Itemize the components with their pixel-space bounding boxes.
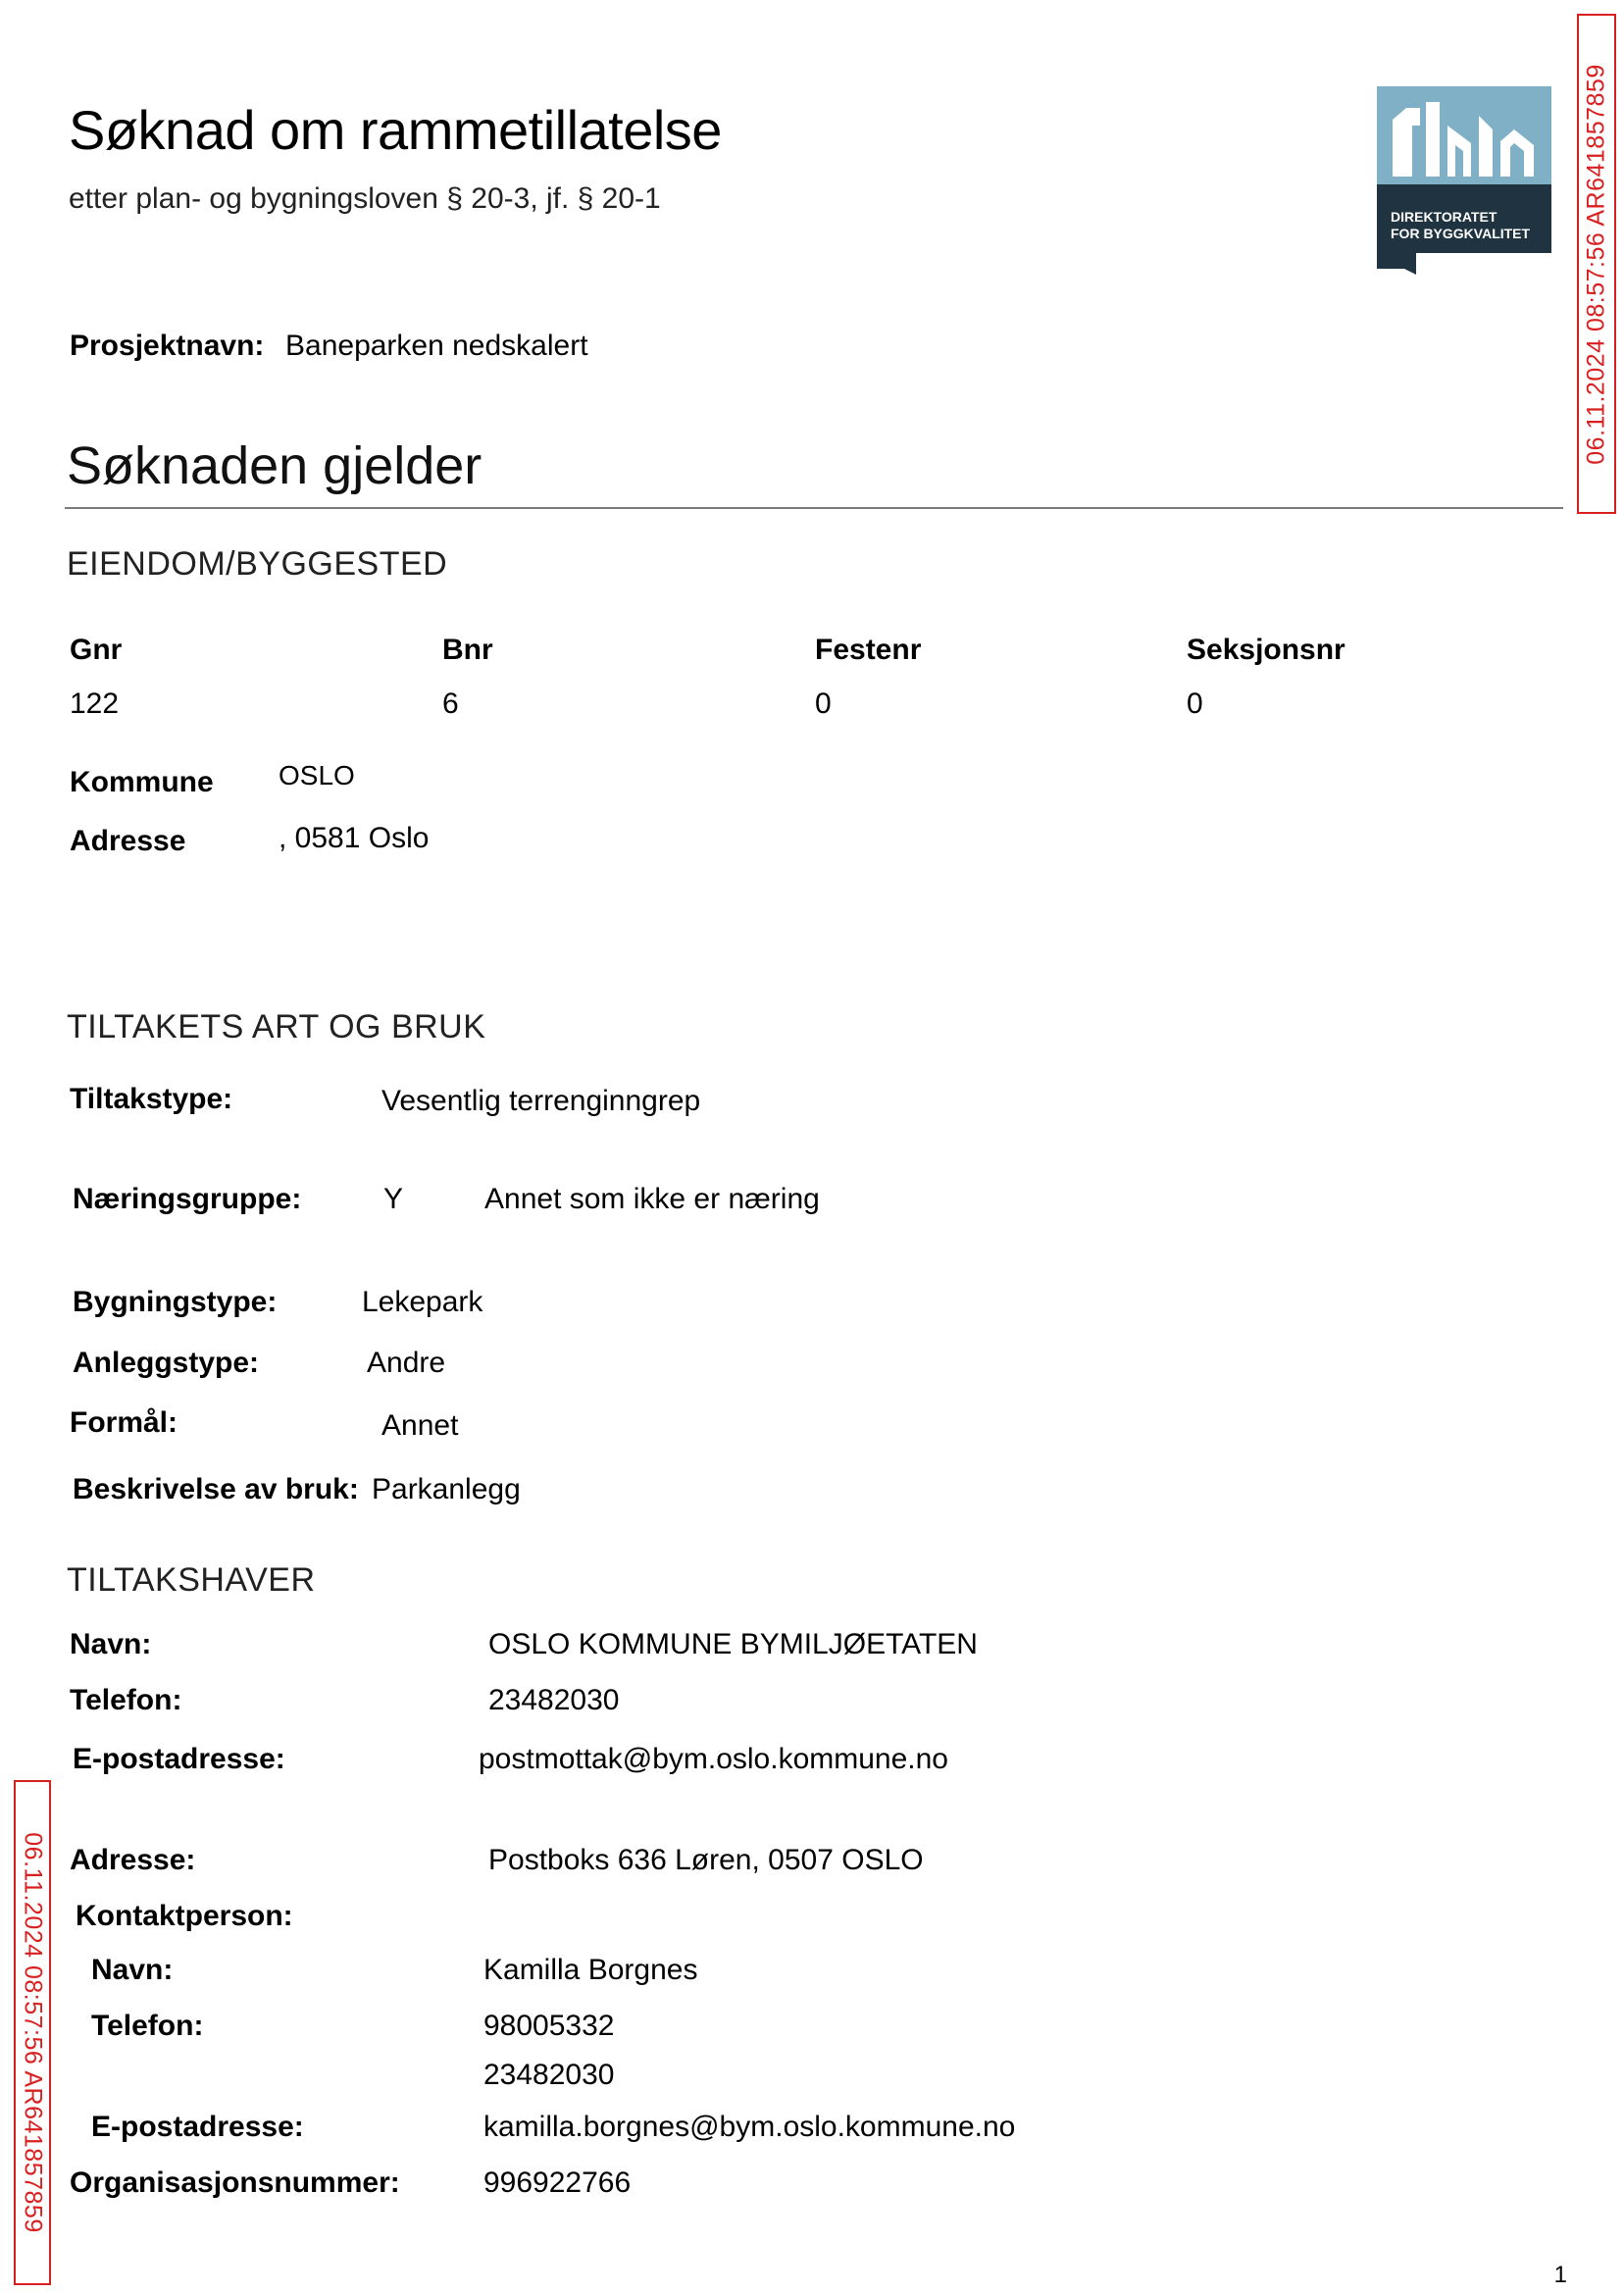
naeringsgruppe-value: Annet som ikke er næring (484, 1183, 820, 1215)
naeringsgruppe-label: Næringsgruppe: (73, 1183, 302, 1215)
contact-telefon-value-1: 98005332 (483, 2010, 615, 2042)
orgnr-label: Organisasjonsnummer: (70, 2167, 400, 2199)
beskrivelse-value: Parkanlegg (372, 1473, 521, 1505)
measure-heading: TILTAKETS ART OG BRUK (67, 1008, 486, 1045)
svg-text:DIREKTORATET: DIREKTORATET (1391, 209, 1497, 225)
owner-heading: TILTAKSHAVER (67, 1561, 316, 1599)
bnr-value: 6 (442, 688, 459, 720)
project-name-value: Baneparken nedskalert (285, 330, 588, 362)
owner-navn-value: OSLO KOMMUNE BYMILJØETATEN (488, 1628, 978, 1660)
bygningstype-value: Lekepark (362, 1286, 483, 1318)
contact-epost-label: E-postadresse: (91, 2111, 304, 2143)
bygningstype-label: Bygningstype: (73, 1286, 278, 1318)
orgnr-value: 996922766 (483, 2167, 632, 2199)
owner-telefon-label: Telefon: (70, 1684, 182, 1716)
owner-epost-value[interactable]: postmottak@bym.oslo.kommune.no (479, 1743, 948, 1775)
gnr-label: Gnr (70, 634, 123, 666)
contact-person-label: Kontaktperson: (76, 1900, 293, 1932)
seksjonsnr-label: Seksjonsnr (1187, 634, 1345, 666)
contact-epost-value[interactable]: kamilla.borgnes@bym.oslo.kommune.no (483, 2111, 1016, 2143)
anleggstype-label: Anleggstype: (73, 1347, 260, 1379)
property-heading: EIENDOM/BYGGESTED (67, 545, 448, 583)
contact-telefon-value-2: 23482030 (483, 2059, 615, 2091)
project-name-label: Prosjektnavn: (70, 330, 265, 362)
contact-navn-label: Navn: (91, 1954, 174, 1986)
formal-label: Formål: (70, 1406, 178, 1439)
owner-epost-label: E-postadresse: (73, 1743, 285, 1775)
festenr-value: 0 (815, 688, 832, 720)
bnr-label: Bnr (442, 634, 493, 666)
section-divider (65, 507, 1563, 509)
festenr-label: Festenr (815, 634, 922, 666)
naeringsgruppe-code: Y (383, 1183, 404, 1215)
beskrivelse-label: Beskrivelse av bruk: (73, 1473, 359, 1505)
svg-text:FOR BYGGKVALITET: FOR BYGGKVALITET (1391, 226, 1531, 241)
timestamp-stamp-top: 06.11.2024 08:57:56 AR641857859 (1577, 14, 1616, 514)
adresse-label: Adresse (70, 825, 186, 857)
kommune-label: Kommune (70, 766, 214, 798)
gnr-value: 122 (70, 688, 120, 720)
owner-adresse-label: Adresse: (70, 1844, 196, 1876)
adresse-value: , 0581 Oslo (279, 822, 430, 854)
contact-telefon-label: Telefon: (91, 2010, 204, 2042)
tiltakstype-label: Tiltakstype: (70, 1083, 233, 1115)
contact-navn-value: Kamilla Borgnes (483, 1954, 698, 1986)
tiltakstype-value: Vesentlig terrenginngrep (381, 1085, 701, 1117)
dibk-logo (1377, 86, 1551, 275)
section-title: Søknaden gjelder (67, 436, 482, 495)
document-title: Søknad om rammetillatelse (69, 99, 722, 161)
seksjonsnr-value: 0 (1187, 688, 1203, 720)
page-number: 1 (1553, 2262, 1567, 2288)
kommune-value: OSLO (279, 760, 355, 790)
anleggstype-value: Andre (367, 1347, 446, 1379)
owner-adresse-value: Postboks 636 Løren, 0507 OSLO (488, 1844, 924, 1876)
owner-navn-label: Navn: (70, 1628, 152, 1660)
timestamp-stamp-bottom: 06.11.2024 08:57:56 AR641857859 (14, 1780, 51, 2285)
formal-value: Annet (381, 1409, 459, 1442)
document-subtitle: etter plan- og bygningsloven § 20-3, jf. § 20-1 (69, 182, 661, 215)
owner-telefon-value: 23482030 (488, 1684, 620, 1716)
